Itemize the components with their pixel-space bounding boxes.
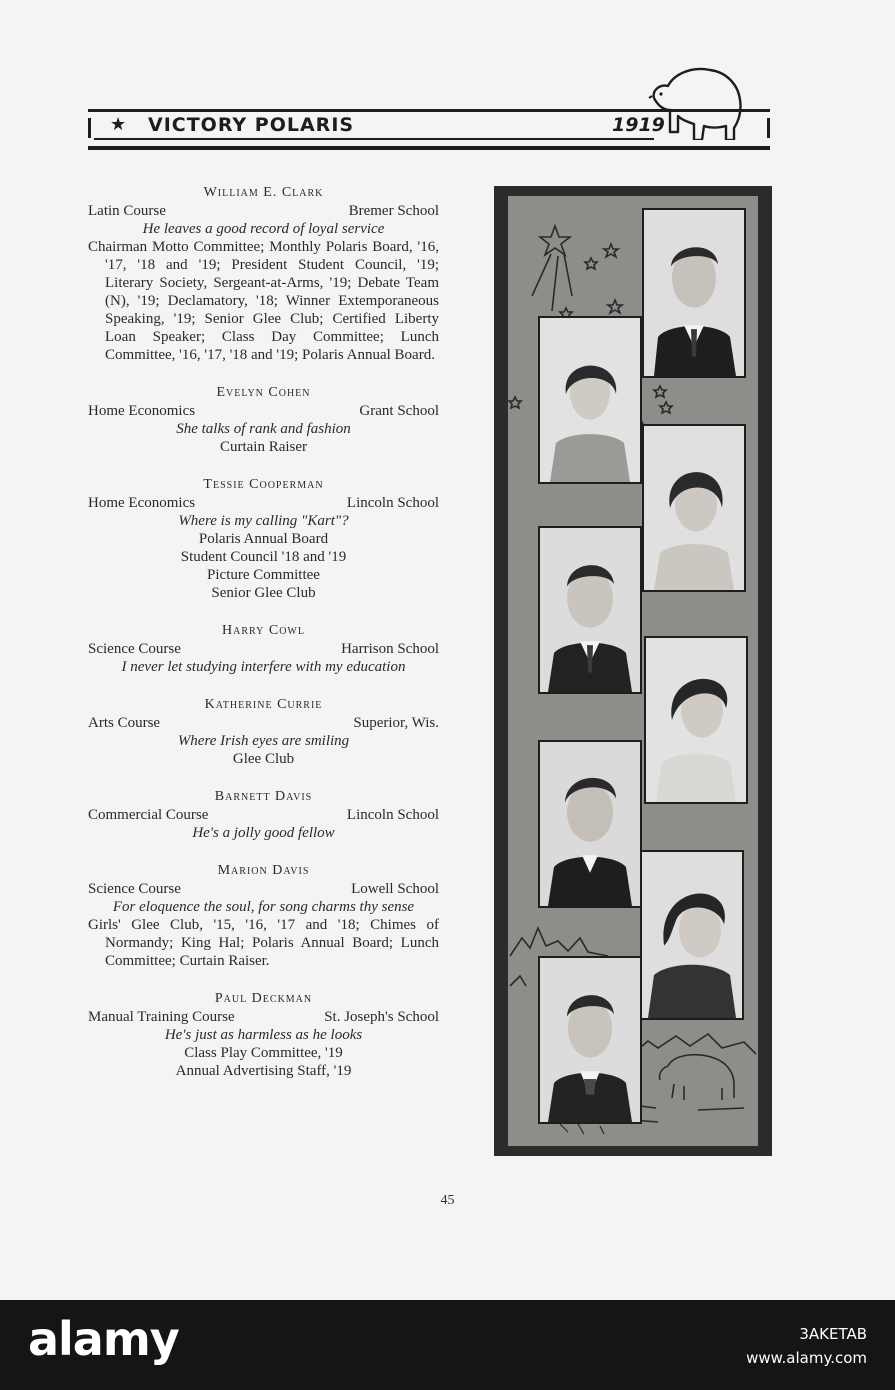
grass-lines (560, 1124, 604, 1134)
course-school-line (88, 640, 439, 658)
student-name: Tessie Cooperman (203, 477, 324, 492)
motto: He's a jolly good fellow (192, 825, 335, 841)
student-name: Marion Davis (217, 863, 310, 878)
portrait-photo-6 (538, 740, 642, 908)
course: Commercial Course (88, 807, 209, 823)
biography-column (88, 184, 439, 1100)
portrait-photo-1 (642, 208, 746, 378)
school: Lowell School (351, 881, 439, 897)
portrait-photo-3 (642, 424, 746, 592)
header-rule-right (767, 118, 770, 138)
course-school-line (88, 806, 439, 824)
entry-tessie-cooperman (88, 476, 439, 602)
entry-paul-deckman (88, 990, 439, 1080)
header-rule-left (88, 118, 91, 138)
publication-title: VICTORY POLARIS (148, 114, 355, 136)
site-url: www.alamy.com (746, 1349, 867, 1367)
woman-portrait-icon (646, 638, 746, 802)
publication-year: 1919 (612, 114, 665, 136)
portrait-panel-background (508, 196, 758, 1146)
watermark-logo: alamy (28, 1312, 179, 1366)
portrait-panel (494, 186, 772, 1156)
man-portrait-icon (540, 528, 640, 692)
activity-line: Annual Advertising Staff, '19 (175, 1063, 352, 1079)
course: Arts Course (88, 715, 161, 731)
activity-line: Picture Committee (207, 567, 320, 583)
motto: She talks of rank and fashion (176, 421, 351, 437)
school: Lincoln School (346, 807, 439, 823)
portrait-photo-2 (538, 316, 642, 484)
bear-drawing-icon (630, 1034, 756, 1122)
motto: I never let studying interfere with my education (121, 659, 406, 675)
student-name: Barnett Davis (214, 789, 313, 804)
man-portrait-icon (644, 210, 744, 376)
school: Superior, Wis. (353, 715, 439, 731)
activities: Chairman Motto Committee; Monthly Polaris Board, '16, '17, '18 and '19; President Student Council, '19; Literary Society, Sergeant-at-Arms, '19; Debate Team (N), '19; Declamatory, '18; Winner Extemporaneous Speaking, '19; Senior Glee Club; Certified Liberty Loan Speaker; Class Day Committee; Lunch Committee, '16, '17, '18 and '19; Polaris Annual Board. (88, 239, 439, 363)
activity-line: Curtain Raiser (219, 439, 308, 455)
course: Home Economics (88, 495, 196, 511)
activity-line: Senior Glee Club (211, 585, 316, 601)
student-name: Paul Deckman (214, 991, 313, 1006)
school: Bremer School (348, 203, 439, 219)
activities: Girls' Glee Club, '15, '16, '17 and '18; Chimes of Normandy; King Hal; Polaris Annual Board; Lunch Committee; Curtain Raiser. (88, 917, 439, 969)
woman-portrait-icon (644, 426, 744, 590)
watermark-info (746, 1322, 867, 1370)
portrait-photo-7 (640, 850, 744, 1020)
course: Science Course (88, 881, 181, 897)
activity-line: Class Play Committee, '19 (184, 1045, 343, 1061)
entry-barnett-davis (88, 788, 439, 842)
activity-line: Polaris Annual Board (198, 531, 329, 547)
entry-evelyn-cohen (88, 384, 439, 456)
woman-portrait-icon (540, 318, 640, 482)
course: Science Course (88, 641, 181, 657)
course-school-line (88, 494, 439, 512)
activity-line: Student Council '18 and '19 (180, 549, 347, 565)
student-name: Harry Cowl (222, 623, 305, 638)
course: Latin Course (88, 203, 166, 219)
student-name: Evelyn Cohen (216, 385, 311, 400)
portrait-photo-5 (644, 636, 748, 804)
motto: Where is my calling "Kart"? (178, 513, 349, 529)
school: Lincoln School (346, 495, 439, 511)
motto: For eloquence the soul, for song charms thy sense (112, 899, 415, 915)
entry-harry-cowl (88, 622, 439, 676)
header-rule-bottom (88, 146, 770, 150)
course-school-line (88, 202, 439, 220)
man-portrait-icon (540, 958, 640, 1122)
course-school-line (88, 714, 439, 732)
course-school-line (88, 880, 439, 898)
man-portrait-icon (540, 742, 640, 906)
student-name: William E. Clark (203, 185, 324, 200)
school: St. Joseph's School (324, 1009, 439, 1025)
course-school-line (88, 402, 439, 420)
entry-katherine-currie (88, 696, 439, 768)
course-school-line (88, 1008, 439, 1026)
school: Harrison School (341, 641, 439, 657)
entry-marion-davis (88, 862, 439, 970)
entry-william-clark (88, 184, 439, 364)
header-underline (94, 138, 654, 140)
portrait-photo-8 (538, 956, 642, 1124)
image-id: 3AKETAB (799, 1325, 867, 1343)
school: Grant School (359, 403, 439, 419)
activity-line: Glee Club (232, 751, 295, 767)
motto: Where Irish eyes are smiling (177, 733, 350, 749)
star-icon: ★ (110, 114, 127, 135)
polar-bear-icon (648, 62, 746, 140)
motto: He leaves a good record of loyal service (142, 221, 385, 237)
student-name: Katherine Currie (204, 697, 323, 712)
portrait-photo-4 (538, 526, 642, 694)
course: Manual Training Course (88, 1009, 235, 1025)
page-number: 45 (440, 1193, 455, 1208)
woman-portrait-icon (642, 852, 742, 1018)
motto: He's just as harmless as he looks (164, 1027, 363, 1043)
course: Home Economics (88, 403, 196, 419)
